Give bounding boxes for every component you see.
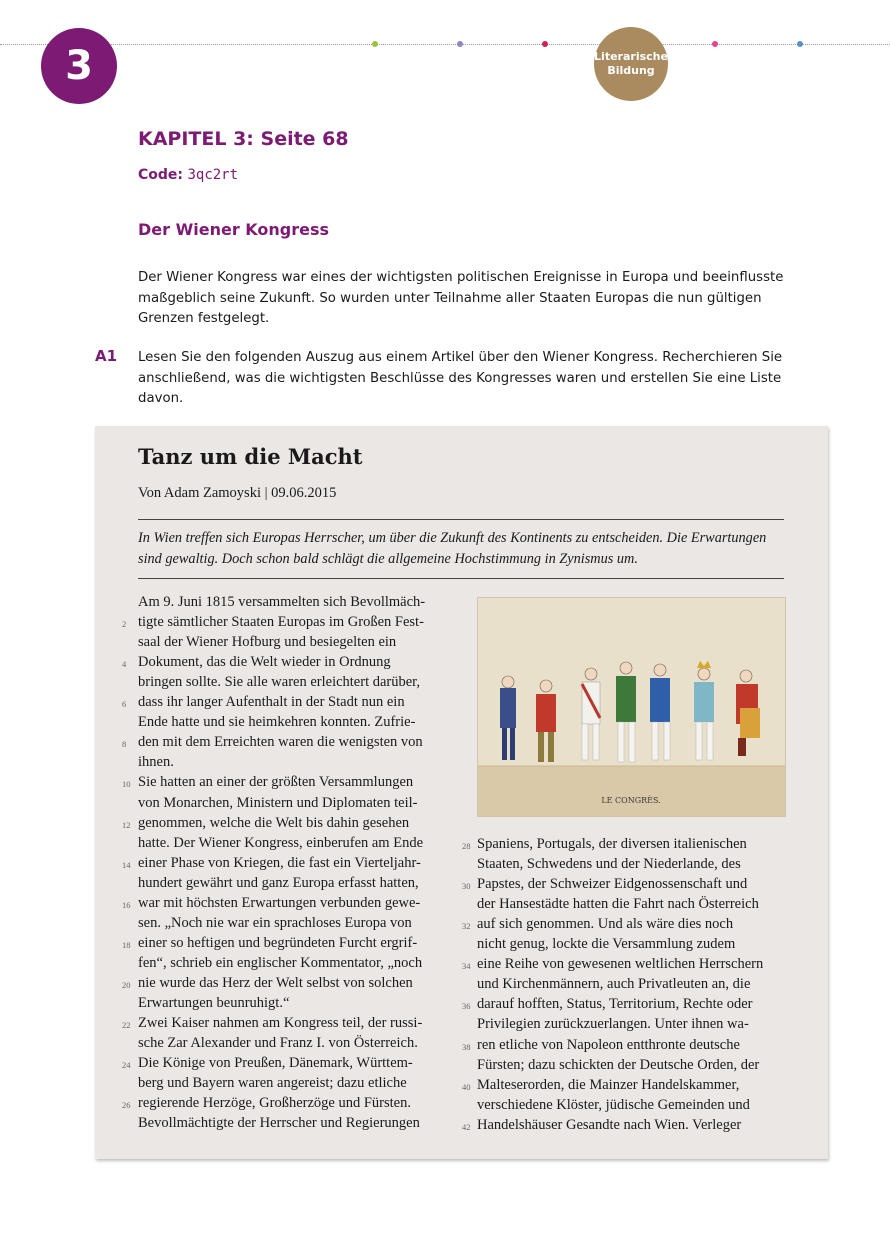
article-line: darauf hofften, Status, Territorium, Rechte oder [477, 996, 753, 1013]
badge-line-2: Bildung [607, 64, 655, 77]
line-number: 12 [122, 819, 131, 830]
line-number: 18 [122, 939, 131, 950]
line-number: 36 [462, 1001, 471, 1012]
section-heading: Der Wiener Kongress [138, 220, 330, 239]
article-line: Papstes, der Schweizer Eidgenossenschaft und [477, 876, 748, 893]
badge-line-1: Literarische [594, 50, 668, 63]
line-number: 14 [122, 859, 131, 870]
line-number: 30 [462, 881, 471, 892]
line-number: 32 [462, 921, 471, 932]
article-line: saal der Wiener Hofburg und besiegelten ein [138, 634, 397, 651]
line-number: 22 [122, 1020, 131, 1031]
article-line: Die Könige von Preußen, Dänemark, Württem- [138, 1055, 413, 1072]
article-line: sen. „Noch nie war ein sprachloses Europa von [138, 914, 412, 931]
task-label: A1 [95, 347, 118, 365]
article-line: auf sich genommen. Und als wäre dies noch [477, 916, 734, 933]
header-dot-blue [797, 41, 803, 47]
article-line: Staaten, Schwedens und der Niederlande, des [477, 856, 741, 873]
article-line: und Kirchenmännern, auch Privatleuten an, die [477, 976, 751, 993]
article-line: regierende Herzöge, Großherzöge und Fürsten. [138, 1095, 411, 1112]
lead-bottom-rule [138, 578, 784, 579]
article-line: verschiedene Klöster, jüdische Gemeinden und [477, 1096, 750, 1113]
congress-caricature-image [477, 597, 786, 817]
chapter-page-heading: KAPITEL 3: Seite 68 [138, 128, 349, 150]
lead-top-rule [138, 519, 784, 520]
line-number: 34 [462, 961, 471, 972]
article-line: eine Reihe von gewesenen weltlichen Herrschern [477, 956, 764, 973]
article-line: Bevollmächtigte der Herrscher und Regierungen [138, 1115, 420, 1132]
article-line: Spaniens, Portugals, der diversen italienischen [477, 836, 747, 852]
article-line: sche Zar Alexander und Franz I. von Österreich. [138, 1035, 418, 1052]
line-number: 20 [122, 979, 131, 990]
article-line: den mit dem Erreichten waren die wenigsten von [138, 734, 423, 751]
header-dot-red [542, 41, 548, 47]
article-line: war mit höchsten Erwartungen verbunden gewe- [138, 894, 421, 911]
article-line: Zwei Kaiser nahmen am Kongress teil, der russi- [138, 1015, 423, 1032]
line-number: 6 [122, 699, 127, 710]
article-byline: Von Adam Zamoyski | 09.06.2015 [138, 485, 337, 501]
article-line: Erwartungen beunruhigt.“ [138, 995, 290, 1011]
article-line: Sie hatten an einer der größten Versammlungen [138, 774, 414, 791]
line-number: 42 [462, 1121, 471, 1132]
code-value: 3qc2rt [187, 167, 239, 183]
line-number: 26 [122, 1100, 131, 1111]
article-line: Privilegien zurückzuerlangen. Unter ihnen wa- [477, 1016, 749, 1033]
article-line: genommen, welche die Welt bis dahin gesehen [138, 814, 410, 831]
article-lead: In Wien treffen sich Europas Herrscher, um über die Zukunft des Kontinents zu entscheiden. Die Erwartungen sind gewaltig. Doch schon bald schlägt die allgemeine Hochstimmung in Zynismus um. [138, 530, 767, 567]
header-dot-green [372, 41, 378, 47]
article-line: nicht genug, lockte die Versammlung zudem [477, 936, 736, 953]
line-number: 24 [122, 1060, 131, 1071]
article-line: einer Phase von Kriegen, die fast ein Vierteljahr- [138, 854, 421, 871]
article-line: tigte sämtlicher Staaten Europas im Großen Fest- [138, 614, 424, 631]
article-line: Am 9. Juni 1815 versammelten sich Bevollmäch- [138, 594, 426, 610]
header-dotted-line [0, 44, 890, 45]
article-line: hatte. Der Wiener Kongress, einberufen am Ende [138, 834, 424, 851]
article-line: Fürsten; dazu schickten der Deutsche Orden, der [477, 1056, 760, 1073]
article-line: einer so heftigen und begründeten Furcht ergrif- [138, 934, 418, 951]
article-line: von Monarchen, Ministern und Diplomaten teil- [138, 794, 418, 811]
article-line: Dokument, das die Welt wieder in Ordnung [138, 654, 391, 671]
article-line: bringen sollte. Sie alle waren erleichtert darüber, [138, 674, 421, 691]
line-number: 10 [122, 779, 131, 790]
line-number: 4 [122, 659, 127, 670]
header-dot-pink [712, 41, 718, 47]
article-line: Handelshäuser Gesandte nach Wien. Verleger [477, 1116, 742, 1133]
article-line: Malteserorden, die Mainzer Handelskammer, [477, 1076, 740, 1093]
caricature-illustration [478, 598, 785, 816]
article-line: ren etliche von Napoleon entthronte deutsche [477, 1036, 740, 1053]
literarische-bildung-badge [594, 27, 668, 101]
article-line: Ende hatte und sie heimkehren konnten. Zufrie- [138, 714, 416, 731]
line-number: 16 [122, 899, 131, 910]
article-line: berg und Bayern waren angereist; dazu etliche [138, 1075, 407, 1092]
line-number: 40 [462, 1081, 471, 1092]
article-line: der Hansestädte hatten die Fahrt nach Österreich [477, 896, 759, 913]
line-number: 2 [122, 619, 127, 630]
header-dot-violet [457, 41, 463, 47]
code-label: Code: [138, 167, 184, 183]
chapter-number-badge: 3 [41, 28, 117, 104]
image-caption: LE CONGRÈS. [601, 796, 661, 805]
line-number: 38 [462, 1041, 471, 1052]
article-line: dass ihr langer Aufenthalt in der Stadt nun ein [138, 694, 405, 711]
article-line: hundert gewährt und ganz Europa erfasst hatten, [138, 874, 419, 891]
article-line: nie wurde das Herz der Welt selbst von solchen [138, 974, 413, 991]
task-text: Lesen Sie den folgenden Auszug aus einem Artikel über den Wiener Kongress. Recherchieren Sie anschließend, was die wichtigsten Beschlüsse des Kongresses waren und erstellen Sie eine Liste davon. [138, 350, 783, 406]
line-number: 28 [462, 841, 471, 851]
line-number: 8 [122, 739, 127, 750]
article-line: ihnen. [138, 754, 174, 771]
code-line [138, 167, 238, 183]
article-line: fen“, schrieb ein englischer Kommentator, „noch [138, 954, 423, 971]
article-title: Tanz um die Macht [138, 444, 363, 469]
intro-paragraph: Der Wiener Kongress war eines der wichtigsten politischen Ereignisse in Europa und beeinflusste maßgeblich seine Zukunft. So wurden unter Teilnahme aller Staaten Europas die nun gültigen Grenzen festgelegt. [138, 270, 784, 326]
